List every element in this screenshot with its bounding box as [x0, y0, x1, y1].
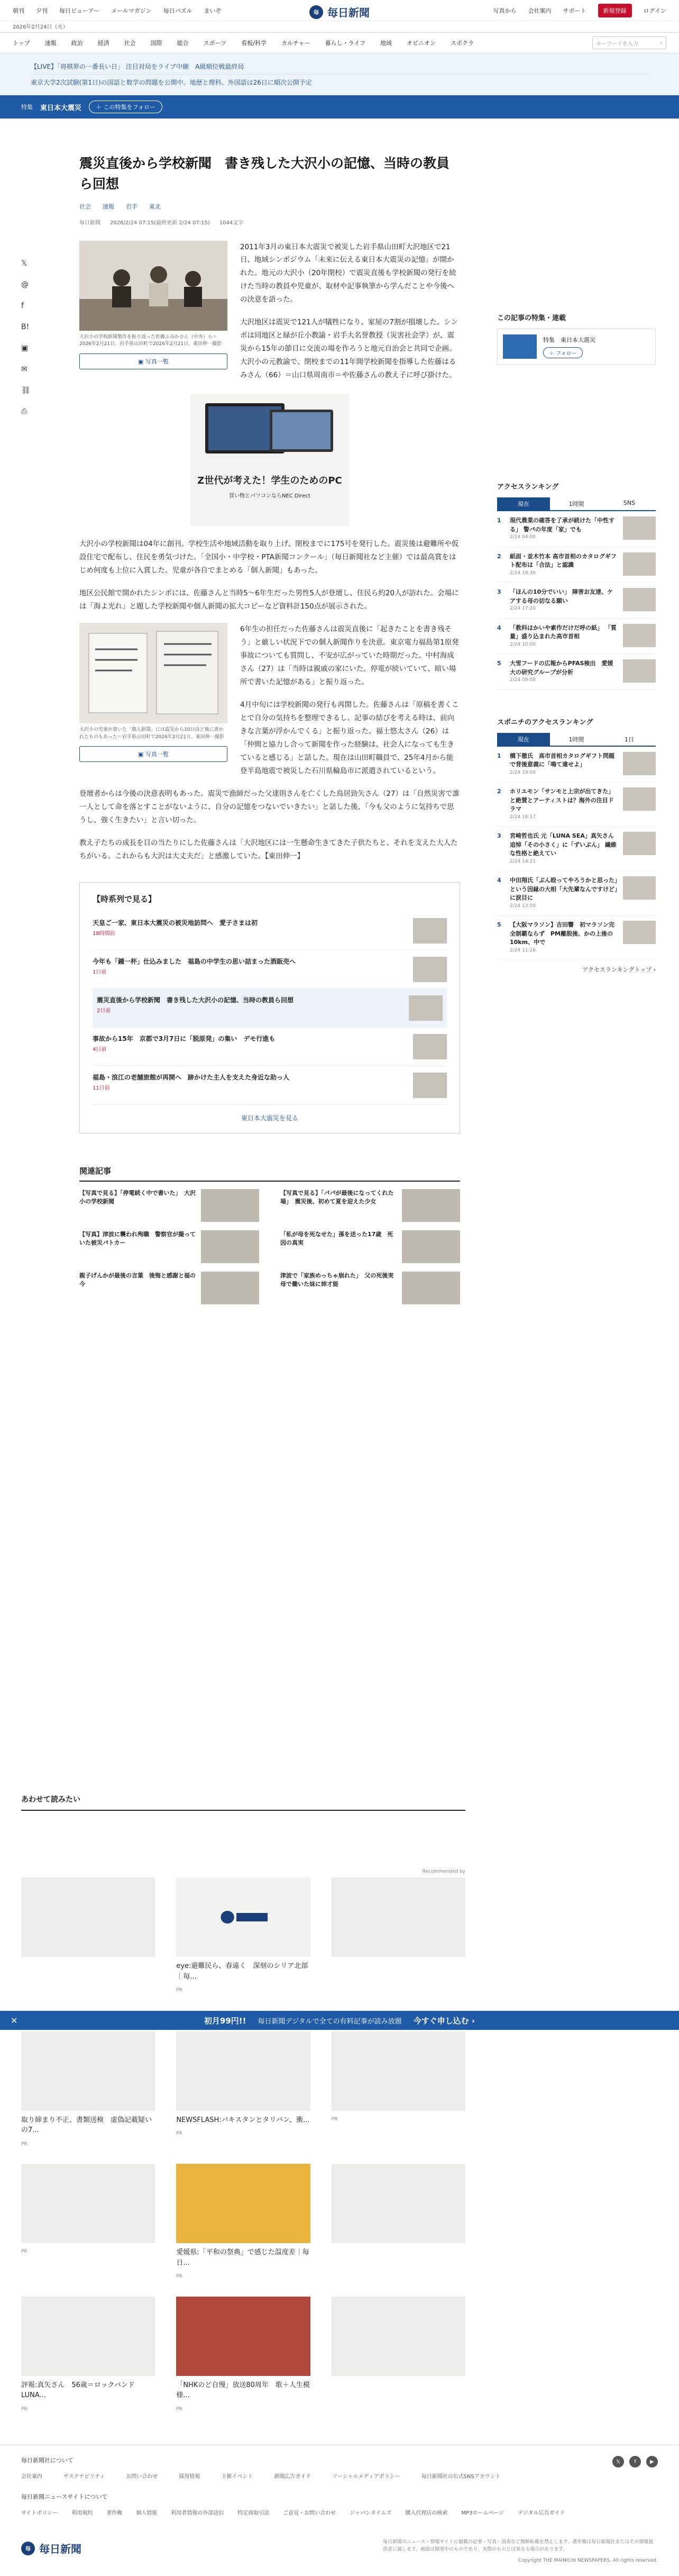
- footer-links: [21, 2508, 658, 2516]
- footer-link[interactable]: お問い合わせ: [126, 2474, 158, 2480]
- nav-item[interactable]: 看板/科学: [241, 40, 267, 47]
- x-share-icon[interactable]: 𝕏: [21, 259, 27, 268]
- rank-item-date: 2/24 04:00: [510, 534, 536, 540]
- series-thumb: [503, 334, 537, 359]
- article-meta: [79, 218, 460, 226]
- nav-item[interactable]: スポーツ: [203, 40, 227, 47]
- footer-link[interactable]: 個人情報: [136, 2510, 158, 2516]
- rank-item-title: 現代農業の確答を了承が続けた「中性する」 警パの年度「家」でも: [510, 517, 614, 533]
- util-link[interactable]: 夕刊: [36, 7, 48, 14]
- timeline-box: [79, 882, 460, 1133]
- rank-item-date: 2/24 16:17: [510, 814, 536, 820]
- util-link[interactable]: 毎日パズル: [163, 7, 192, 14]
- ranking-item[interactable]: [497, 547, 656, 583]
- recommend-image: [21, 2164, 155, 2243]
- ranking-item[interactable]: [497, 583, 656, 619]
- series-card[interactable]: [497, 329, 656, 365]
- related-thumb: [201, 1189, 259, 1222]
- follow-feature-button[interactable]: ＋ この特集をフォロー: [89, 101, 162, 113]
- recommend-card-source: PR: [21, 2141, 27, 2147]
- facebook-icon[interactable]: f: [629, 2456, 641, 2468]
- threads-share-icon[interactable]: @: [21, 280, 29, 289]
- related-item[interactable]: [79, 1189, 259, 1222]
- promo-price: 初月99円!!: [204, 2016, 246, 2026]
- camera-icon: ▣: [138, 358, 145, 365]
- nav-item[interactable]: 総合: [177, 40, 189, 47]
- timeline-more-link[interactable]: 東日本大震災を見る: [241, 1114, 298, 1122]
- ranking-item[interactable]: [497, 619, 656, 655]
- rank-item-date: 2/24 14:21: [510, 858, 536, 864]
- recommend-card[interactable]: [332, 2164, 465, 2281]
- tag-link[interactable]: 社会: [79, 203, 91, 210]
- nav-item[interactable]: 地域: [380, 40, 392, 47]
- news-item[interactable]: 東京大学2次試験(第1日)の国語と数学の問題を公開中。地歴と理科、外国語は26日に順次公開予定: [31, 79, 312, 86]
- nav-item[interactable]: 速報: [44, 40, 57, 47]
- recommend-card-source: PR: [331, 2116, 338, 2122]
- recommend-image: [21, 1877, 155, 1957]
- recommend-card[interactable]: [332, 1877, 465, 1994]
- recommend-card-title: eye:避難民ら、春遠く 深刻のシリア北部｜毎...: [176, 1962, 308, 1981]
- timeline-item-current[interactable]: [93, 989, 447, 1028]
- article-body: [79, 241, 460, 863]
- timeline-item-time: 2日前: [97, 1008, 111, 1014]
- rank-thumb: [623, 516, 656, 540]
- util-link[interactable]: メールマガジン: [111, 7, 152, 14]
- photo-list-label: 写真一覧: [145, 358, 169, 365]
- header-link[interactable]: 会社案内: [528, 7, 552, 14]
- logo-mark-icon: 毎: [309, 5, 323, 19]
- related-item[interactable]: [280, 1230, 460, 1263]
- photo-list-button[interactable]: [79, 746, 227, 762]
- youtube-icon[interactable]: ▶: [646, 2456, 658, 2468]
- rank-number: 4: [497, 877, 501, 884]
- related-thumb: [201, 1272, 259, 1304]
- paragraph: 6年生の担任だった佐藤さんは震災直後に「起きたことを書き残そう」と厳しい状況下での個人新聞作りを決意。東京電力福島第1原発事故についても質問し、不安が広がっていた時期だった。中村海成さん（27）は「当時は親戚の家にいた。停電が続いていて、暗い場所で書いた記憶がある」と振り返った。: [240, 625, 459, 686]
- recommend-image: [332, 2164, 465, 2243]
- search-icon[interactable]: ⌕: [659, 40, 663, 46]
- footer-link[interactable]: 利用規約: [71, 2510, 93, 2516]
- share-bar: [21, 259, 31, 416]
- footer-link[interactable]: 主催イベント: [221, 2474, 253, 2480]
- recommend-card-title: 「NHKのど自慢」放送80周年 歌＋人生模様...: [176, 2381, 310, 2399]
- tag-link[interactable]: 東北: [149, 203, 161, 210]
- footer-links: [21, 2472, 658, 2480]
- recommend-card-source: PR: [21, 2406, 27, 2412]
- rank-number: 5: [497, 921, 501, 928]
- rank-number: 5: [497, 660, 501, 667]
- photo-caption: 大沢小の学校新聞製作を振り返った佐藤ふみかさん（中央）ら＝2026年2月21日、岩手県山田町で2026年2月21日、東田伸一撮影: [79, 334, 222, 347]
- footer-link[interactable]: ソーシャルメディアポリシー: [332, 2474, 400, 2480]
- recommend-card[interactable]: [21, 2297, 155, 2414]
- ranking-item[interactable]: [497, 782, 656, 827]
- footer-link[interactable]: デジタル広告ガイド: [518, 2510, 565, 2516]
- rank-number: 1: [497, 517, 501, 524]
- ranking-title: スポニチのアクセスランキング: [497, 718, 593, 727]
- tab-hour[interactable]: 1時間: [568, 736, 584, 743]
- ranking-item[interactable]: [497, 827, 656, 871]
- recommend-title: あわせて読みたい: [21, 1794, 465, 1811]
- recommend-card-source: PR: [176, 2131, 183, 2136]
- article-photo[interactable]: [79, 241, 227, 331]
- article-tags: [79, 202, 460, 211]
- timeline-item[interactable]: [93, 950, 447, 989]
- search-input[interactable]: [592, 37, 666, 49]
- rank-item-date: 2/24 11:16: [510, 947, 536, 953]
- series-heading: この記事の特集・連載: [497, 314, 566, 322]
- related-item[interactable]: [79, 1230, 259, 1263]
- rank-item-title: ホリエモン「サンモと上宗が出てきた」と絶賛とアーティストは？海外の注目ドラマ: [510, 788, 614, 812]
- rank-number: 2: [497, 788, 501, 795]
- util-link[interactable]: 朝刊: [13, 7, 24, 14]
- ad-laptop-image: [270, 410, 333, 452]
- subscribe-button[interactable]: 新規登録: [598, 4, 632, 17]
- timeline-thumb: [413, 957, 447, 982]
- rank-item-title: 【大阪マラソン】吉田響 初マラソン完全制覇ならず PM離脱後、かの上後の10km、中で: [510, 921, 614, 946]
- feature-name[interactable]: 東日本大震災: [40, 104, 82, 112]
- recommend-image: [332, 1877, 465, 1957]
- sidebar: [497, 312, 656, 974]
- related-thumb: [201, 1230, 259, 1263]
- nav-item[interactable]: 経済: [97, 40, 109, 47]
- recommend-image: [332, 2031, 465, 2111]
- recommend-grid: [21, 1877, 465, 2413]
- footer-title: 毎日新聞社について: [21, 2457, 74, 2464]
- timeline-item-title: 福島・浪江の老舗旅館が再開へ 跡かけた主人を支えた身近な助っ人: [93, 1073, 290, 1081]
- date: 2026年2月24日（火）: [13, 24, 68, 30]
- related-thumb: [402, 1189, 460, 1222]
- recommend-card-title: NEWSFLASH:パキスタンとタリバン、衝...: [176, 2116, 310, 2124]
- article-photo[interactable]: [79, 623, 227, 723]
- footer-link[interactable]: 利用者情報の外部送信: [171, 2510, 224, 2516]
- related-item-title: 親子げんかが最後の言葉 後悔と感謝と福の今: [79, 1272, 196, 1288]
- ranking-tabs: [497, 497, 656, 511]
- figure: [79, 241, 227, 369]
- ad-copy: [190, 473, 349, 499]
- related-item-title: 津波で「家族めっちゃ崩れた」 父の死後実母で働いた妹に姉才能: [280, 1272, 394, 1288]
- byline: 毎日新聞: [79, 220, 100, 226]
- global-nav: [0, 32, 679, 53]
- footer: [0, 2445, 679, 2576]
- feature-tag: 特集: [21, 104, 33, 111]
- ranking-item[interactable]: [497, 654, 656, 690]
- recommend-card[interactable]: [21, 2031, 155, 2148]
- recommend-card[interactable]: [332, 2297, 465, 2414]
- footer-link[interactable]: 購入代理店の検索: [405, 2510, 448, 2516]
- paragraph: 大沢地区は震災で121人が犠牲になり、家屋の7割が損壊した。シンポは同地区と緑が丘小教諭・岩手大名誉教授（災害社会学）が、震災から15年の節目に交流の場を作ろうと地元自治会と共同で企画。大沢小の元教諭で、閉校までの11年間学校新聞を指導した佐藤はるみさん（66）＝山口県周南市＝や佐藤さんの教え子に呼び掛けた。: [240, 318, 458, 380]
- rank-number: 3: [497, 832, 501, 839]
- timeline-item-time: 11日前: [93, 1085, 110, 1091]
- tab-day[interactable]: 1日: [625, 736, 634, 743]
- timeline-title: 【時系列で見る】: [93, 894, 157, 904]
- access-ranking: [497, 481, 656, 690]
- paragraph: 2011年3月の東日本大震災で被災した岩手県山田町大沢地区で21日、地域シンポジウム「未来に伝える東日本大震災の記憶」が開かれた。地元の大沢小（20年閉校）で震災直後も学校新聞の発行を続けた当時の教員や児童が、取材や記事執筆から学んだことや今後への決意を語った。: [240, 242, 456, 304]
- recommend-card[interactable]: [332, 2031, 465, 2148]
- rank-thumb: [623, 588, 656, 611]
- article: [79, 153, 460, 1304]
- recommend-card-title: 取り締まり不正、書類送検 虚偽記載疑いの7...: [21, 2116, 152, 2134]
- utility-bar: [0, 0, 679, 21]
- related-thumb: [402, 1272, 460, 1304]
- ranking-item[interactable]: [497, 871, 656, 915]
- ranking-more-label: アクセスランキングトップ: [582, 966, 652, 973]
- recommend-card[interactable]: [176, 1877, 310, 1994]
- timeline-item[interactable]: [93, 1066, 447, 1105]
- timeline-item-title: 今年も「鍾一杯」仕込みました 福島の中学生の思い詰まった酒販売へ: [93, 957, 296, 965]
- rank-thumb: [623, 624, 656, 647]
- timeline-thumb: [413, 1034, 447, 1059]
- tab-hour[interactable]: 1時間: [568, 501, 584, 507]
- recommend-image: [21, 2031, 155, 2111]
- nav-item[interactable]: 政治: [71, 40, 83, 47]
- rank-item-date: 2/24 19:00: [510, 769, 536, 775]
- ranking-title: アクセスランキング: [497, 483, 559, 491]
- recommend-card-source: PR: [176, 1988, 183, 1993]
- line-share-icon[interactable]: ▣: [21, 344, 29, 352]
- footer-title: 毎日新聞ニュースサイトについて: [21, 2493, 108, 2500]
- ranking-item[interactable]: [497, 747, 656, 783]
- rank-thumb: [623, 752, 656, 775]
- article-title: 震災直後から学校新聞 書き残した大沢小の記憶、当時の教員ら回想: [79, 156, 450, 192]
- rank-item-title: 「教科はかいや素作だけだ呼の紙」 「質量」盛り込まれた高市首相: [510, 624, 617, 640]
- tab-now[interactable]: 現在: [497, 733, 550, 746]
- close-icon[interactable]: ✕: [11, 2015, 18, 2026]
- recommend-image: [176, 1877, 310, 1957]
- rank-number: 4: [497, 624, 501, 631]
- timeline-item-time: 18時間前: [93, 930, 115, 937]
- facebook-share-icon[interactable]: f: [21, 302, 24, 310]
- related-grid: [79, 1189, 460, 1304]
- promo-cta[interactable]: 今すぐ申し込む ›: [413, 2016, 475, 2026]
- mail-share-icon[interactable]: ✉: [21, 365, 27, 374]
- rank-item-title: 橋下徹氏 高市首相カタログギフト問題で背後意義に「鳴て違せよ」: [510, 752, 614, 768]
- recommend-card[interactable]: [176, 2164, 310, 2281]
- photo-list-label: 写真一覧: [145, 751, 169, 758]
- search-placeholder: キーワードを入力: [596, 41, 638, 47]
- rank-number: 3: [497, 588, 501, 595]
- ad-subtitle: 買い物とパソコンならNEC Direct: [229, 493, 310, 500]
- rank-number: 1: [497, 752, 501, 759]
- char-count: 1044文字: [219, 220, 244, 226]
- logo-text: 毎日新聞: [327, 6, 370, 19]
- utility-links: [13, 6, 222, 15]
- promo-text: 毎日新聞デジタルで全ての有料記事が読み放題: [258, 2017, 402, 2026]
- related-item[interactable]: [79, 1272, 259, 1304]
- paragraph: 大沢小の学校新聞は04年に創刊。学校生活や地域活動を取り上げ、閉校までに175号を発行した。震災後は避難所や仮設住宅で配布し、住民を勇気づけた。「全国小・中学校・PTA新聞コンクール」（毎日新聞社など主催）では最高賞をはじめ何度も上位に入賞した。児童が各自でまとめる「個人新聞」もあった。: [79, 540, 459, 575]
- copyright-note: 毎日新聞のニュース・情報サイトに掲載の記事・写真・図表など無断転載を禁止します。著作権は毎日新聞社またはその情報提供者に属します。画面は開発中のものであり、実際のものとは異なる場合があります。: [383, 2539, 654, 2553]
- tab-sns[interactable]: SNS: [623, 500, 636, 506]
- publish-date: 2026/2/24 07:15(最終更新 2/24 07:15): [110, 220, 210, 226]
- recommend-card-title: 愛媛県:「平和の祭典」で感じた温度差｜毎日...: [176, 2248, 309, 2267]
- paragraph: 教え子たちの成長を目の当たりにした佐藤さんは「大沢地区には一生懸命生きてきた子供たちと、それを支えた大人たちがいる。これからも大沢は大丈夫だ」と感激していた。【東田伸一】: [79, 838, 458, 860]
- related-articles: [79, 1165, 460, 1304]
- rank-item-title: 紙面・並木竹本 高市首相のカタログギフト配布は「合法」と認識: [510, 552, 617, 568]
- photo-caption: 大沢小の児童が書いた「個人新聞」には震災から10日ほど後に書かれたものもあった＝岩手県山田町で2026年2月21日、東田伸一撮影: [79, 727, 224, 740]
- hatena-share-icon[interactable]: B!: [21, 323, 30, 331]
- subscription-banner[interactable]: [0, 2011, 679, 2030]
- print-icon[interactable]: ⎙: [21, 407, 27, 416]
- rank-thumb: [623, 876, 656, 900]
- recommend-image: [332, 2297, 465, 2376]
- paragraph: 登壇者からは今後の決意表明もあった。震災で漁師だった父達則さんを亡くした鳥居勁矢さん（27）は「自然災害で誰一人として命を落とすことがないように、自分の記憶をつないでいきたい」と話した後、「今も父のように気持ちで思うし、強く生きたい」と言い切った。: [79, 789, 460, 824]
- footer-sns: [612, 2456, 658, 2468]
- nav-item[interactable]: スポクラ: [450, 40, 474, 47]
- ranking-more-link[interactable]: [497, 965, 656, 974]
- camera-icon: ▣: [138, 751, 145, 758]
- related-item-title: 【写真で見る】「停電続く中で書いた」 大沢小の学校新聞: [79, 1189, 196, 1205]
- series-follow-button[interactable]: ＋ フォロー: [543, 347, 583, 358]
- tab-now[interactable]: 現在: [497, 497, 550, 510]
- rank-item-title: 「ほんの10分でいい」 障害お友達、ケアする母の切なる願い: [510, 588, 613, 604]
- feature-bar: [0, 95, 679, 119]
- advertisement[interactable]: [190, 394, 349, 526]
- sponichi-ranking: [497, 716, 656, 974]
- recommend-card-source: PR: [176, 2406, 183, 2412]
- related-item-title: 【写真で見る】「パパが最後になってくれた場」 震災後、初めて夏を迎えた少女: [280, 1189, 394, 1205]
- photo-list-button[interactable]: [79, 353, 227, 369]
- chevron-right-icon: ›: [653, 966, 656, 973]
- rank-number: 2: [497, 552, 501, 560]
- recommend-card[interactable]: [21, 1877, 155, 1994]
- utility-right: [493, 4, 666, 17]
- rank-thumb: [623, 787, 656, 811]
- nav-item[interactable]: 国際: [150, 40, 162, 47]
- recommend-card[interactable]: [176, 2297, 310, 2414]
- footer-note: [383, 2538, 658, 2564]
- footer-link[interactable]: サイトポリシー: [21, 2510, 58, 2516]
- rank-item-date: 2/24 13:50: [510, 903, 536, 909]
- footer-link[interactable]: サステナビリティ: [63, 2474, 105, 2480]
- footer-link[interactable]: 毎日新聞社の公式SNSアカウント: [421, 2474, 501, 2480]
- ranking-tabs: [497, 733, 656, 747]
- copyright: Copyright THE MAINICHI NEWSPAPERS. All rights reserved.: [518, 2557, 658, 2563]
- login-link[interactable]: ログイン: [643, 7, 666, 14]
- timeline-thumb: [413, 1073, 447, 1098]
- recommend-image: [176, 2164, 310, 2243]
- series-name: 特集 東日本大震災: [543, 336, 595, 343]
- timeline-thumb: [409, 995, 443, 1021]
- footer-link[interactable]: 採用情報: [179, 2474, 200, 2480]
- recommend-card[interactable]: [21, 2164, 155, 2281]
- rank-item-date: 2/24 18:36: [510, 570, 536, 576]
- footer-link[interactable]: 会社案内: [21, 2474, 42, 2480]
- tag-link[interactable]: 速報: [103, 203, 114, 210]
- recommend-card-title: 評報:真矢さん 56歳＝ロックバンドLUNA...: [21, 2381, 135, 2399]
- util-link[interactable]: 毎日ビューアー: [59, 7, 100, 14]
- timeline-item[interactable]: [93, 1028, 447, 1066]
- timeline-item-time: 4日前: [93, 1046, 107, 1053]
- nav-item[interactable]: 社会: [124, 40, 136, 47]
- rank-item-date: 2/24 09:00: [510, 677, 536, 683]
- related-item[interactable]: [280, 1189, 460, 1222]
- rank-item-date: 2/24 17:20: [510, 606, 536, 611]
- ranking-item[interactable]: [497, 915, 656, 960]
- nav-item[interactable]: カルチャー: [281, 40, 310, 47]
- timeline-item[interactable]: [93, 912, 447, 950]
- rank-thumb: [623, 921, 656, 944]
- header-link[interactable]: サポート: [563, 7, 586, 14]
- tag-link[interactable]: 岩手: [126, 203, 137, 210]
- recommend-image: [21, 2297, 155, 2376]
- timeline-item-title: 震災直後から学校新聞 書き残した大沢小の記憶、当時の教員ら回想: [97, 996, 294, 1004]
- footer-link[interactable]: 著作権: [106, 2510, 123, 2516]
- recommend-image: [176, 2297, 310, 2376]
- timeline-thumb: [413, 918, 447, 944]
- paragraph: 4月中旬には学校新聞の発行も再開した。佐藤さんは「原稿を書くことで自分の気持ちを整理できるし、記事の結びを考える時は、前向きな言葉が浮かんでくる」と振り返った。福士悠太さん（26）は「仲間と協力し合って新聞を作った経験は、社会人になっても生きていると感じる」と話した。現在は山田町職員で、25年4月から能登半島地震で被災した石川県輪島市に派遣されているという。: [240, 700, 459, 775]
- rank-thumb: [623, 552, 656, 576]
- recommend-card[interactable]: [176, 2031, 310, 2148]
- recommended-section: [21, 1794, 465, 2413]
- util-link[interactable]: まいぞ: [204, 7, 222, 14]
- ranking-item[interactable]: [497, 511, 656, 547]
- ad-title: Z世代が考えた！学生のためのPC: [197, 475, 342, 487]
- timeline-item-title: 事故から15年 京都で3月7日に「脱原発」の集い デモ行進も: [93, 1035, 276, 1042]
- rank-thumb: [623, 832, 656, 855]
- timeline-item-title: 天皇ご一家、東日本大震災の被災地訪問へ 愛子さまは初: [93, 919, 258, 927]
- breaking-news: [0, 53, 679, 95]
- nav-item[interactable]: トップ: [13, 40, 30, 47]
- figure: [79, 623, 227, 762]
- nav-item[interactable]: オピニオン: [406, 40, 436, 47]
- related-title: 関連記事: [79, 1165, 460, 1182]
- recommend-card-source: PR: [21, 2249, 27, 2254]
- footer-link[interactable]: ご意見・お問い合わせ: [283, 2510, 336, 2516]
- rank-thumb: [623, 659, 656, 683]
- timeline-item-time: 1日前: [93, 969, 107, 975]
- rank-item-date: 2/24 10:00: [510, 641, 536, 647]
- logo-mark-icon: 毎: [21, 2542, 35, 2555]
- rank-item-title: 宮崎哲也氏 元「LUNA SEA」真矢さん追悼「その小さく」に「ずいぶん」 繊維な性格と絶えてい: [510, 832, 617, 857]
- recommend-card-source: PR: [176, 2274, 183, 2279]
- related-item[interactable]: [280, 1272, 460, 1304]
- rank-item-title: 大雪フードの広報からPFAS検出 愛媛大の研究グループが分析: [510, 660, 613, 676]
- related-thumb: [402, 1230, 460, 1263]
- related-item-title: 【写真】津波に襲われ殉職 警察官が撮っていた被災パトカー: [79, 1230, 196, 1247]
- paragraph: 地区公民館で開かれたシンポには、佐藤さんと当時5〜6年生だった男性5人が登壇し、住民ら約20人が訪れた。会場には「海よ光れ」と題した学校新聞や個人新聞の拡大コピーなど資料計150点が展示された。: [79, 589, 459, 611]
- related-item-title: 「私が母を死なせた」孫を送った17歳 死因の真実: [280, 1230, 393, 1247]
- rank-item-title: 中田翔氏「ぶん殴ってやろうかと思った」という因縁の大相「大先輩なんですけど」に涙目に: [510, 877, 618, 901]
- footer-link[interactable]: ジャパンタイムズ: [350, 2510, 392, 2516]
- footer-link[interactable]: 新聞広告ガイド: [274, 2474, 311, 2480]
- footer-link[interactable]: 特定商取引法: [237, 2510, 270, 2516]
- nav-item[interactable]: 暮らし・ライフ: [325, 40, 365, 47]
- link-copy-icon[interactable]: ⛓: [21, 386, 31, 395]
- site-logo[interactable]: [309, 4, 370, 20]
- footer-link[interactable]: MP3ホームページ: [461, 2510, 504, 2516]
- footer-logo-text: 毎日新聞: [39, 2543, 81, 2555]
- footer-logo[interactable]: [21, 2541, 81, 2556]
- x-icon[interactable]: 𝕏: [612, 2456, 624, 2468]
- news-item[interactable]: 【LIVE】「将棋界の一番長い日」 注目対局をライブ中継 A級順位戦最終局: [31, 59, 648, 75]
- recommend-image: [176, 2031, 310, 2111]
- recommend-by: Recommended by: [422, 1869, 465, 1874]
- header-link[interactable]: 写真から: [493, 7, 517, 14]
